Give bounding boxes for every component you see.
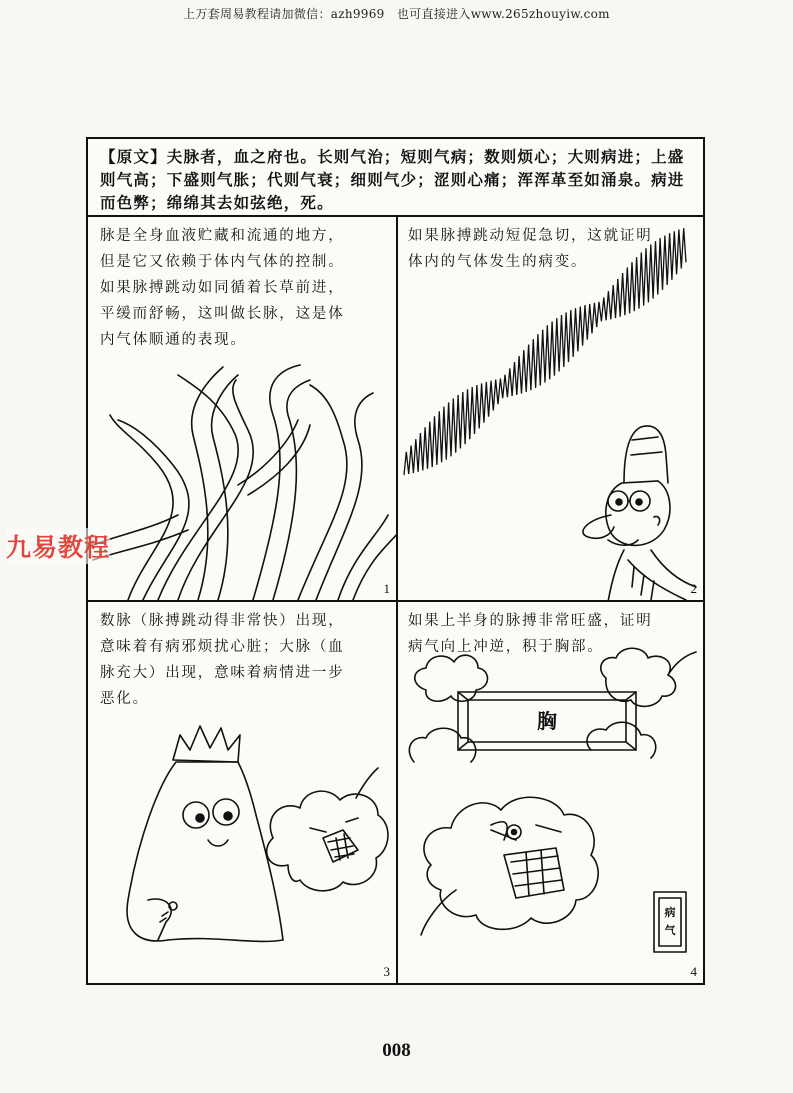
panel-4-caption: 如果上半身的脉搏非常旺盛，证明 病气向上冲逆，积于胸部。: [408, 613, 653, 655]
qi-tag-label-2: 气: [664, 924, 676, 937]
panel-2-caption: 如果脉搏跳动短促急切，这就证明 体内的气体发生的病变。: [408, 228, 653, 270]
qi-cloud: [424, 797, 598, 929]
panel-1: [88, 215, 398, 602]
character-body: [127, 762, 283, 941]
chest-sign-label: 胸: [537, 709, 557, 733]
panel-4-number: 4: [690, 964, 697, 979]
panel-3-caption: 数脉（脉搏跳动得非常快）出现， 意味着有病邪烦扰心脏；大脉（血 脉充大）出现，意味着病情进一步 恶化。: [100, 613, 345, 707]
watermark: 九易教程: [6, 528, 110, 564]
crown-icon: [173, 726, 240, 762]
cloud-left: [415, 655, 488, 701]
panel-4: [396, 600, 703, 983]
panel-3: [88, 600, 398, 983]
top-banner: 上万套周易教程请加微信：azh9969 也可直接进入www.265zhouyiw.com: [183, 7, 610, 21]
original-text-box: 【原文】夫脉者，血之府也。长则气治；短则气病；数则烦心；大则病进；上盛则气高；下盛则气胀；代则气衰；细则气少；涩则心痛；浑浑革至如涌泉。病进而色弊；绵绵其去如弦绝，死。: [88, 139, 703, 217]
page-number: 008: [382, 1040, 411, 1061]
panel-1-number: 1: [383, 581, 390, 596]
panel-2-number: 2: [690, 581, 697, 596]
comic-page: [86, 137, 705, 985]
qi-tag-label-1: 病: [664, 906, 676, 919]
panel-1-caption: 脉是全身血液贮藏和流通的地方， 但是它又依赖于体内气体的控制。 如果脉搏跳动如同循着长草前进， 平缓而舒畅，这叫做长脉，这是体 内气体顺通的表现。: [100, 228, 345, 348]
doctor-figure: [583, 426, 696, 602]
panel-2: [396, 215, 703, 602]
angry-cloud: [267, 791, 388, 891]
panel-3-number: 3: [383, 964, 390, 979]
